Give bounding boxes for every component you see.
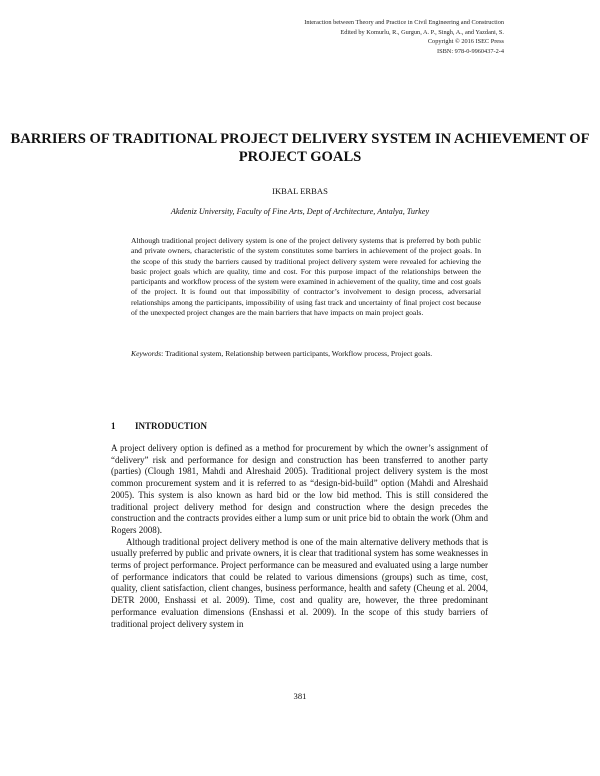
- paragraph: A project delivery option is defined as a method for procurement by which the owner’s assignment of “delivery” risk and performance for design and construction has been transferred to another party (parties) (Clough 1981, Mahdi and Alreshaid 2005). Traditional project delivery system is the most common procurement system and it is referred to as “design-bid-build” option (Mahdi and Alreshaid 2005). This system is also known as hard bid or the low bid method. This is still considered the traditional project delivery method for design and construction where the design precedes the construction and the contracts provides either a lump sum or unit price bid to obtain the work (Ohm and Rogers 2008).: [111, 443, 488, 535]
- paper-title: BARRIERS OF TRADITIONAL PROJECT DELIVERY SYSTEM IN ACHIEVEMENT OF PROJECT GOALS: [10, 131, 590, 165]
- header-line: Edited by Komurlu, R., Gurgun, A. P., Singh, A., and Yazdani, S.: [340, 28, 504, 36]
- body-text: [111, 443, 488, 630]
- header-line: Copyright © 2016 ISEC Press: [427, 38, 504, 45]
- section-title: INTRODUCTION: [135, 421, 208, 431]
- author-name: IKBAL ERBAS: [272, 186, 328, 196]
- keywords: [131, 349, 481, 359]
- section-number: 1: [111, 421, 116, 431]
- page-number: 381: [293, 691, 307, 701]
- header-line: ISBN: 978-0-9960437-2-4: [437, 47, 504, 55]
- running-header: [304, 18, 504, 56]
- keywords-text: : Traditional system, Relationship between participants, Workflow process, Project goals.: [161, 349, 433, 358]
- abstract: Although traditional project delivery system is one of the project delivery systems that is preferred by both public and private owners, characteristic of the system constitutes some barriers in achievement of the project goals. In the scope of this study the barriers caused by traditional project delivery system were revealed for achieving the basic project goals which are quality, time and cost. For this purpose impact of the relationships between the participants and workflow process of the system were examined in achievement of the quality, time and cost goals of the project. It is found out that impossibility of contractor’s involvement to design process, adversarial relationships among the participants, impossibility of using fast track and uncertainty of final project cost because of the unexpected project changes are the main barriers that have impacts on main project goals.: [131, 236, 481, 318]
- keywords-label: Keywords: [131, 349, 162, 358]
- section-heading: [111, 421, 207, 431]
- header-line: Interaction between Theory and Practice in Civil Engineering and Construction: [304, 19, 504, 26]
- author-affiliation: Akdeniz University, Faculty of Fine Arts, Dept of Architecture, Antalya, Turkey: [170, 207, 430, 216]
- paragraph: Although traditional project delivery method is one of the main alternative delivery methods that is usually preferred by public and private owners, it is clear that traditional system has some weaknesses in terms of project performance. Project performance can be measured and evaluated using a large number of performance indicators that could be related to various dimensions (groups) such as time, cost, quality, client satisfaction, client changes, business performance, health and safety (Cheung et al. 2004, DETR 2000, Enshassi et al. 2009). Time, cost and quality are, however, the three predominant performance evaluation dimensions (Enshassi et al. 2009). In the scope of this study barriers of traditional project delivery system in: [111, 536, 488, 629]
